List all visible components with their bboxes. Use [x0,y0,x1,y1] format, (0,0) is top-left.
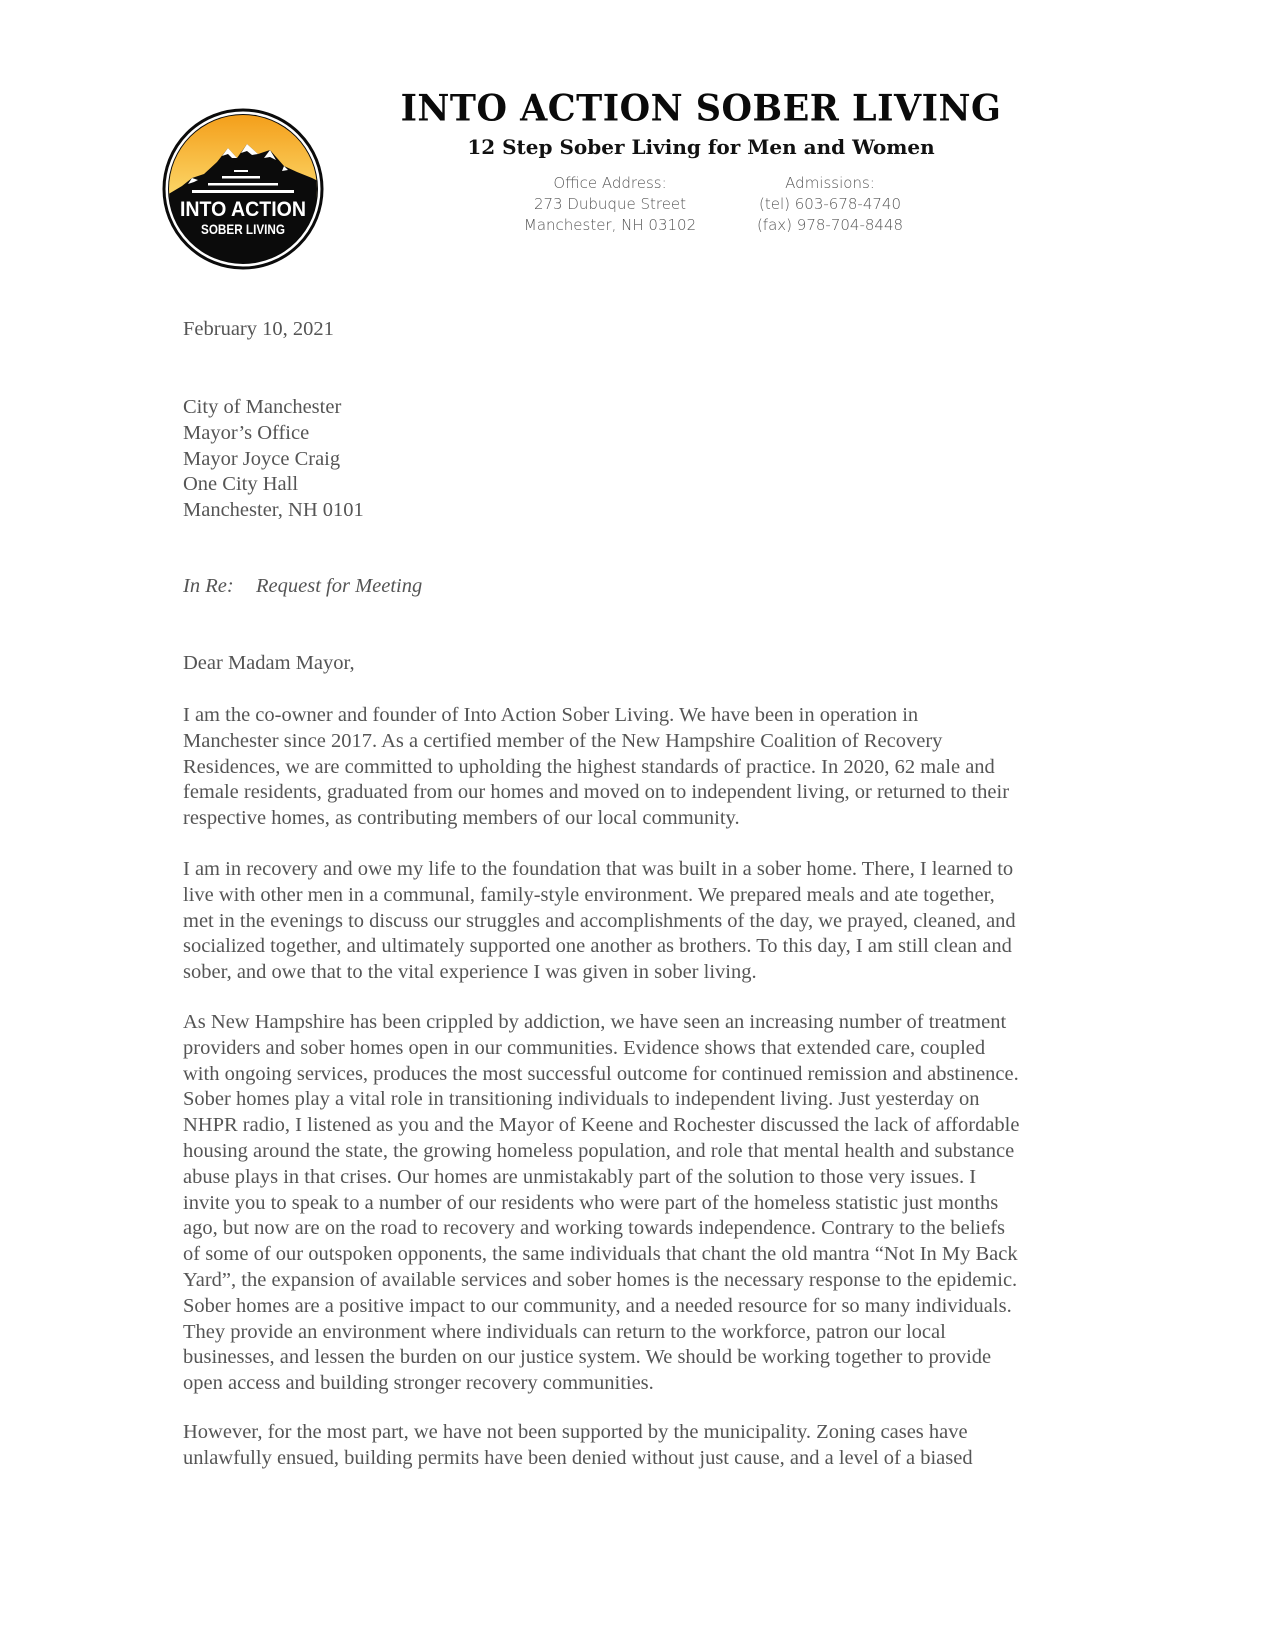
recipient-line: Mayor’s Office [183,421,310,444]
paragraph-line: unlawfully ensued, building permits have been denied without just cause, and a level of a biased [183,1446,973,1469]
subject-line [183,575,1103,598]
subject-label: In Re: [183,575,234,597]
admissions-label: Admissions: [785,174,875,192]
paragraph-line: Manchester since 2017. As a certified member of the New Hampshire Coalition of Recovery [183,729,943,752]
admissions-block [745,173,915,236]
paragraph-line: socialized together, and ultimately supported one another as brothers. To this day, I am still clean and [183,935,1012,958]
recipient-line: Mayor Joyce Craig [183,447,341,470]
paragraph-line: I am the co-owner and founder of Into Action Sober Living. We have been in operation in [183,704,919,726]
organization-title: INTO ACTION SOBER LIVING [400,86,1002,131]
paragraph-line: respective homes, as contributing members of our local community. [183,807,740,830]
body-paragraph-3 [183,1010,1103,1397]
organization-logo [162,108,324,270]
paragraph-line: providers and sober homes open in our communities. Evidence shows that extended care, coupled [183,1036,986,1059]
admissions-fax: (fax) 978-704-8448 [756,216,904,234]
paragraph-line: of some of our outspoken opponents, the same individuals that chant the old mantra “Not In My Back [183,1243,1018,1266]
paragraph-line: live with other men in a communal, family-style environment. We prepared meals and ate together, [183,883,995,906]
recipient-line: Manchester, NH 0101 [183,499,364,522]
paragraph-line: met in the evenings to discuss our struggles and accomplishments of the day, we prayed, cleaned, and [183,909,1016,932]
paragraph-line: Sober homes are a positive impact to our community, and a needed resource for so many individuals. [183,1294,1012,1317]
paragraph-line: sober, and owe that to the vital experience I was given in sober living. [183,961,757,984]
logo-line2: SOBER LIVING [201,221,286,237]
paragraph-line: Residences, we are committed to upholding the highest standards of practice. In 2020, 62 male and [183,755,995,778]
mountain-logo-icon [162,108,324,270]
paragraph-line: As New Hampshire has been crippled by addiction, we have seen an increasing number of treatment [183,1011,1007,1033]
paragraph-line: NHPR radio, I listened as you and the Mayor of Keene and Rochester discussed the lack of affordable [183,1114,1020,1137]
paragraph-line: with ongoing services, produces the most successful outcome for continued remission and abstinence. [183,1062,1019,1085]
paragraph-line: They provide an environment where individuals can return to the workforce, patron our local [183,1320,946,1343]
organization-tagline: 12 Step Sober Living for Men and Women [467,135,935,159]
office-city: Manchester, NH 03102 [523,216,697,234]
letter-date: February 10, 2021 [183,318,334,340]
recipient-line: One City Hall [183,473,299,496]
subject-text: Request for Meeting [256,575,423,597]
paragraph-line: abuse plays in that crises. Our homes are unmistakably part of the solution to those very issues. I [183,1165,977,1188]
body-paragraph-2 [183,857,1103,986]
paragraph-line: I am in recovery and owe my life to the foundation that was built in a sober home. There, I learned to [183,858,1014,880]
logo-line1: INTO ACTION [180,198,306,221]
paragraph-line: housing around the state, the growing homeless population, and role that mental health and substance [183,1139,1015,1162]
office-street: 273 Dubuque Street [533,195,687,213]
recipient-line: City of Manchester [183,396,342,418]
paragraph-line: However, for the most part, we have not been supported by the municipality. Zoning cases have [183,1421,968,1443]
paragraph-line: Yard”, the expansion of available services and sober homes is the necessary response to the epidemic. [183,1268,1018,1291]
admissions-tel: (tel) 603-678-4740 [758,195,901,213]
office-address-label: Office Address: [553,174,667,192]
paragraph-line: Sober homes play a vital role in transitioning individuals to independent living. Just yesterday on [183,1088,980,1111]
body-paragraph-4 [183,1420,1103,1472]
recipient-address [183,395,1103,524]
paragraph-line: female residents, graduated from our homes and moved on to independent living, or returned to their [183,781,1010,804]
office-address-block [520,173,700,236]
salutation: Dear Madam Mayor, [183,652,355,674]
paragraph-line: open access and building stronger recovery communities. [183,1372,654,1395]
paragraph-line: ago, but now are on the road to recovery and working towards independence. Contrary to the beliefs [183,1217,1006,1240]
paragraph-line: businesses, and lessen the burden on our justice system. We should be working together to provide [183,1346,992,1369]
body-paragraph-1 [183,703,1103,832]
paragraph-line: invite you to speak to a number of our residents who were part of the homeless statistic just months [183,1191,999,1214]
